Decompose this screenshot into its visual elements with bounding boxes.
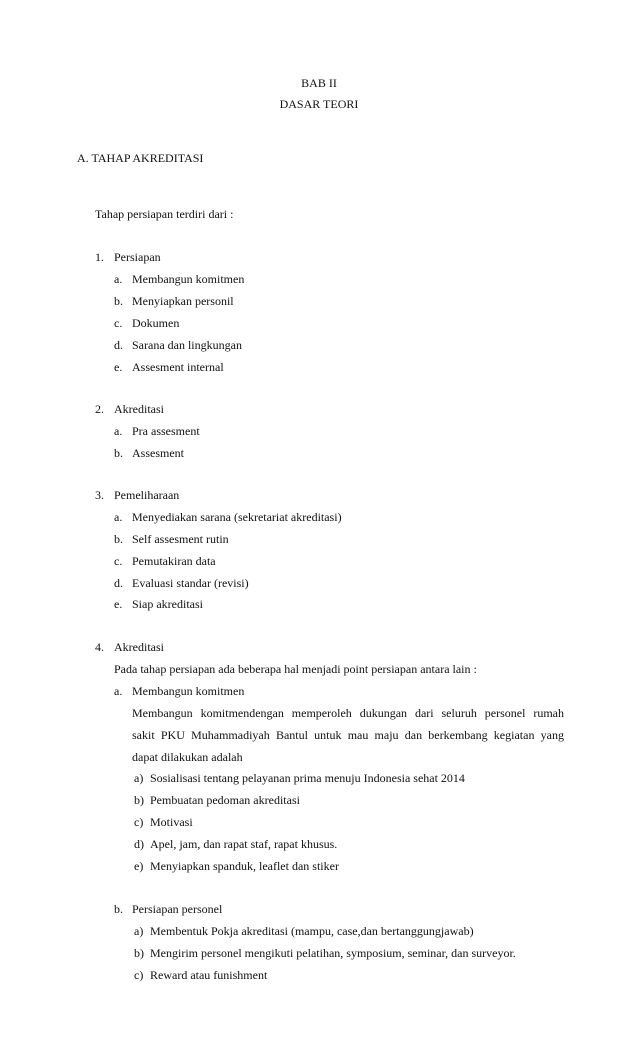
list-marker: b.	[114, 902, 123, 916]
list-marker: a.	[114, 510, 123, 524]
paragraph-line: sakit PKU Muhammadiyah Bantul untuk mau maju dan berkembang kegiatan yang	[132, 728, 564, 742]
list-item: Pra assesment	[132, 424, 200, 438]
list-marker: c)	[134, 968, 144, 982]
list-marker: b)	[134, 946, 144, 960]
list-item: Evaluasi standar (revisi)	[132, 576, 249, 590]
list-item: Pembuatan pedoman akreditasi	[150, 793, 300, 807]
list-item: Membangun komitmen	[132, 272, 245, 286]
subsection-title: Persiapan personel	[132, 902, 223, 916]
list-item: Assesment internal	[132, 360, 224, 374]
list-marker: e)	[134, 859, 144, 873]
list-item: Apel, jam, dan rapat staf, rapat khusus.	[150, 837, 338, 851]
list-title: Pemeliharaan	[114, 488, 180, 502]
list-title: Persiapan	[114, 250, 161, 264]
list-item: Menyiapkan spanduk, leaflet dan stiker	[150, 859, 339, 873]
list-number: 2.	[95, 402, 104, 416]
chapter-label: BAB II	[301, 76, 337, 90]
list-title: Akreditasi	[114, 640, 164, 654]
list-marker: b.	[114, 532, 123, 546]
list-item: Reward atau funishment	[150, 968, 268, 982]
section-title: A. TAHAP AKREDITASI	[77, 151, 204, 165]
subsection-title: Membangun komitmen	[132, 684, 245, 698]
list-item: Pemutakiran data	[132, 554, 216, 568]
list-intro: Pada tahap persiapan ada beberapa hal menjadi point persiapan antara lain :	[114, 662, 477, 676]
list-item: Membentuk Pokja akreditasi (mampu, case,dan bertanggungjawab)	[150, 924, 474, 938]
list-item: Dokumen	[132, 316, 180, 330]
paragraph-line: Membangun komitmendengan memperoleh dukungan dari seluruh personel rumah	[132, 706, 564, 720]
chapter-title: DASAR TEORI	[279, 97, 359, 111]
list-marker: b)	[134, 793, 144, 807]
list-marker: c)	[134, 815, 144, 829]
list-marker: a)	[134, 924, 144, 938]
paragraph-line: dapat dilakukan adalah	[132, 750, 243, 764]
list-item: Motivasi	[150, 815, 193, 829]
list-item: Sosialisasi tentang pelayanan prima menuju Indonesia sehat 2014	[150, 771, 465, 785]
list-item: Menyiapkan personil	[132, 294, 234, 308]
list-marker: a.	[114, 424, 123, 438]
list-title: Akreditasi	[114, 402, 164, 416]
list-marker: c.	[114, 316, 123, 330]
list-marker: c.	[114, 554, 123, 568]
list-item: Mengirim personel mengikuti pelatihan, symposium, seminar, dan surveyor.	[150, 946, 516, 960]
list-marker: e.	[114, 360, 123, 374]
list-number: 1.	[95, 250, 104, 264]
list-marker: d.	[114, 576, 123, 590]
list-number: 4.	[95, 640, 104, 654]
list-item: Assesment	[132, 446, 184, 460]
list-number: 3.	[95, 488, 104, 502]
list-marker: a)	[134, 771, 144, 785]
list-marker: b.	[114, 446, 123, 460]
list-marker: a.	[114, 272, 123, 286]
list-marker: e.	[114, 597, 123, 611]
list-item: Menyediakan sarana (sekretariat akreditasi)	[132, 510, 342, 524]
list-marker: d.	[114, 338, 123, 352]
list-item: Siap akreditasi	[132, 597, 203, 611]
list-marker: d)	[134, 837, 144, 851]
list-marker: a.	[114, 684, 123, 698]
list-item: Self assesment rutin	[132, 532, 229, 546]
list-marker: b.	[114, 294, 123, 308]
intro-text: Tahap persiapan terdiri dari :	[95, 207, 234, 221]
list-item: Sarana dan lingkungan	[132, 338, 242, 352]
